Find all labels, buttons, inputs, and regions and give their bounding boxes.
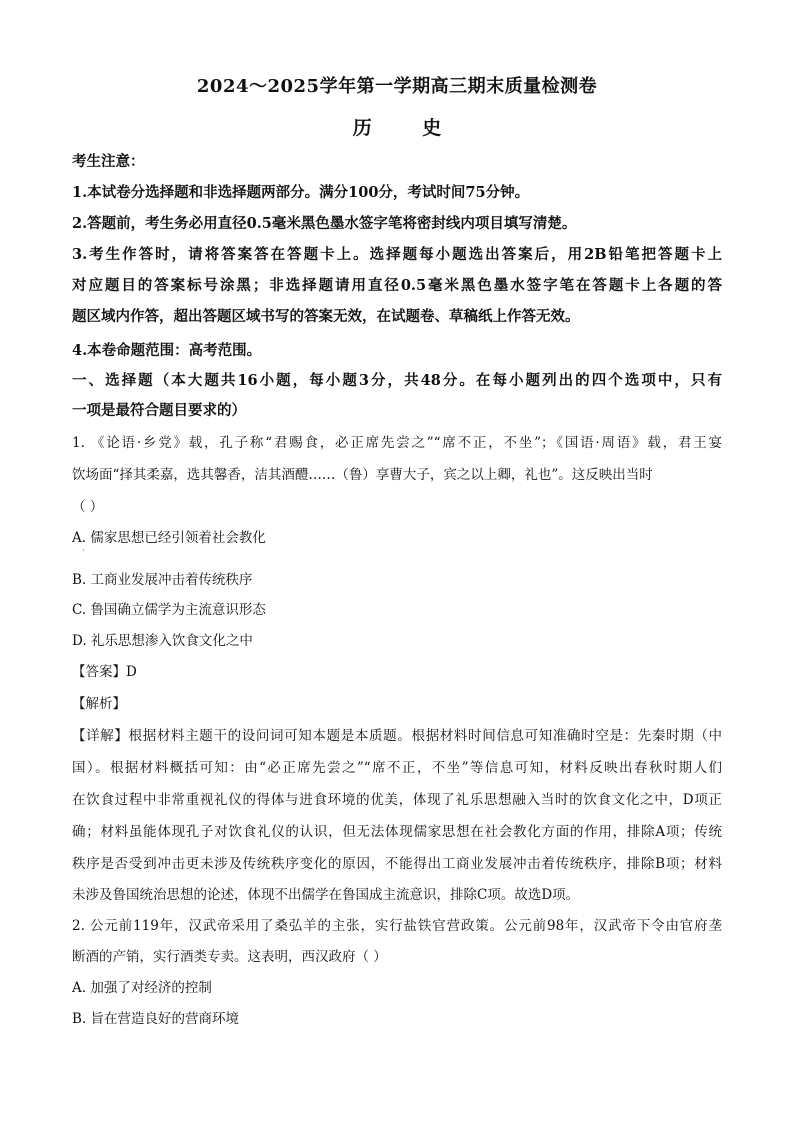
q1-option-a: A. 儒家思想已经引领着社会教化 [72, 530, 266, 546]
q2-option-b: B. 旨在营造良好的营商环境 [72, 1011, 240, 1027]
q1-option-b: B. 工商业发展冲击着传统秩序 [72, 572, 253, 588]
notice-item-1: 1.本试卷分选择题和非选择题两部分。满分100分，考试时间75分钟。 [72, 184, 530, 201]
section-heading-line-2: 一项是最符合题目要求的） [72, 402, 246, 419]
notice-item-2: 2.答题前，考生务必用直径0.5毫米黑色墨水签字笔将密封线内项目填写清楚。 [72, 215, 577, 232]
q1-detail-line-2: 国）。根据材料概括可知：由“必正席先尝之”“席不正，不坐”等信息可知，材料反映出春秋时期人们 [72, 760, 722, 776]
q2-stem-line-1: 2. 公元前119年，汉武帝采用了桑弘羊的主张，实行盐铁官营政策。公元前98年，汉武帝下令由官府垄 [72, 918, 722, 934]
q1-detail-line-3: 在饮食过程中非常重视礼仪的得体与进食环境的优美，体现了礼乐思想融入当时的饮食文化之中，D项正 [72, 792, 722, 808]
stray-dot-mark: · [82, 546, 85, 555]
notice-item-4: 4.本卷命题范围：高考范围。 [72, 342, 262, 359]
q1-answer: 【答案】D [72, 664, 137, 680]
q1-option-d: D. 礼乐思想渗入饮食文化之中 [72, 633, 253, 649]
q1-detail-line-6: 未涉及鲁国统治思想的论述，体现不出儒学在鲁国成主流意识，排除C项。故选D项。 [72, 887, 580, 903]
section-heading-line-1: 一、选择题（本大题共16小题，每小题3分，共48分。在每小题列出的四个选项中，只有 [72, 372, 722, 389]
q1-stem-line-2: 饮场面“择其柔嘉，选其馨香，洁其酒醴……（鲁）享曹大子，宾之以上卿，礼也”。这反映出当时 [72, 467, 653, 483]
q1-detail-line-4: 确；材料虽能体现孔子对饮食礼仪的认识，但无法体现儒家思想在社会教化方面的作用，排除A项；传统 [72, 824, 722, 840]
q1-stem-line-3: （ ） [72, 499, 104, 515]
q1-detail-line-5: 秩序是否受到冲击更未涉及传统秩序变化的原因，不能得出工商业发展冲击着传统秩序，排除B项；材料 [72, 856, 722, 872]
notice-item-3-line-2: 对应题目的答案标号涂黑；非选择题请用直径0.5毫米黑色墨水签字笔在答题卡上各题的答 [72, 277, 722, 294]
q1-stem-line-1: 1. 《论语·乡党》载，孔子称“君赐食，必正席先尝之”“席不正，不坐”；《国语·周语》载，君王宴 [72, 435, 723, 451]
q1-analysis-label: 【解析】 [72, 696, 126, 712]
exam-title: 2024～2025学年第一学期高三期末质量检测卷 [196, 76, 598, 97]
notice-item-3-line-3: 题区域内作答，超出答题区域书写的答案无效，在试题卷、草稿纸上作答无效。 [72, 308, 580, 325]
notice-heading: 考生注意： [72, 153, 145, 170]
q1-detail-line-1: 【详解】根据材料主题干的设问词可知本题是本质题。根据材料时间信息可知准确时空是：先秦时期（中 [72, 728, 722, 744]
q1-option-c: C. 鲁国确立儒学为主流意识形态 [72, 602, 266, 618]
q2-option-a: A. 加强了对经济的控制 [72, 980, 212, 996]
q2-stem-line-2: 断酒的产销，实行酒类专卖。这表明，西汉政府（ ） [72, 949, 387, 965]
notice-item-3-line-1: 3.考生作答时，请将答案答在答题卡上。选择题每小题选出答案后，用2B铅笔把答题卡上 [72, 246, 722, 263]
subject-title: 历 史 [352, 117, 464, 139]
